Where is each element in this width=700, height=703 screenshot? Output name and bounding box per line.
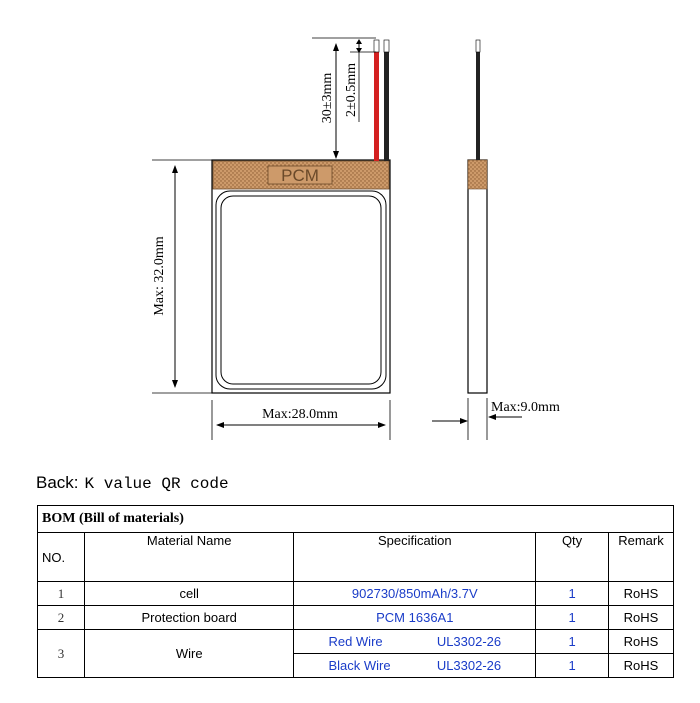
row-remark: RoHS bbox=[608, 654, 673, 678]
spec-wire-model: UL3302-26 bbox=[436, 658, 502, 673]
header-no: NO. bbox=[38, 533, 85, 582]
side-view bbox=[468, 40, 487, 393]
header-spec: Specification bbox=[294, 533, 536, 582]
strip-length-dim: 2±0.5mm bbox=[344, 63, 359, 117]
row-material: Wire bbox=[84, 630, 294, 678]
row-remark: RoHS bbox=[608, 606, 673, 630]
row-qty: 1 bbox=[536, 606, 609, 630]
back-note bbox=[36, 473, 229, 493]
back-value: K value QR code bbox=[84, 475, 229, 493]
bom-header-row bbox=[38, 533, 674, 582]
thickness-dim: Max:9.0mm bbox=[491, 400, 560, 415]
black-wire bbox=[384, 40, 389, 161]
row-no: 3 bbox=[38, 630, 85, 678]
row-material: Protection board bbox=[84, 606, 294, 630]
bom-table bbox=[37, 505, 674, 678]
spec-wire-color: Red Wire bbox=[328, 634, 383, 649]
spec-wire-model: UL3302-26 bbox=[436, 634, 502, 649]
header-qty: Qty bbox=[536, 533, 609, 582]
header-remark: Remark bbox=[608, 533, 673, 582]
row-spec: 902730/850mAh/3.7V bbox=[294, 582, 536, 606]
bom-title: BOM (Bill of materials) bbox=[38, 506, 674, 533]
row-remark: RoHS bbox=[608, 582, 673, 606]
front-view bbox=[212, 160, 390, 393]
width-dim: Max:28.0mm bbox=[262, 407, 338, 422]
spec-wire-color: Black Wire bbox=[328, 658, 391, 673]
row-remark: RoHS bbox=[608, 630, 673, 654]
pcm-label: PCM bbox=[281, 166, 319, 185]
row-spec: PCM 1636A1 bbox=[294, 606, 536, 630]
row-spec bbox=[294, 630, 536, 654]
row-qty: 1 bbox=[536, 582, 609, 606]
row-spec bbox=[294, 654, 536, 678]
height-dim: Max: 32.0mm bbox=[152, 236, 167, 316]
wire-length-dim: 30±3mm bbox=[320, 72, 335, 124]
red-wire bbox=[374, 40, 379, 161]
header-material: Material Name bbox=[84, 533, 294, 582]
back-label: Back: bbox=[36, 473, 79, 492]
row-qty: 1 bbox=[536, 630, 609, 654]
table-row bbox=[38, 630, 674, 654]
row-no: 2 bbox=[38, 606, 85, 630]
row-material: cell bbox=[84, 582, 294, 606]
row-qty: 1 bbox=[536, 654, 609, 678]
table-row bbox=[38, 606, 674, 630]
table-row bbox=[38, 582, 674, 606]
row-no: 1 bbox=[38, 582, 85, 606]
